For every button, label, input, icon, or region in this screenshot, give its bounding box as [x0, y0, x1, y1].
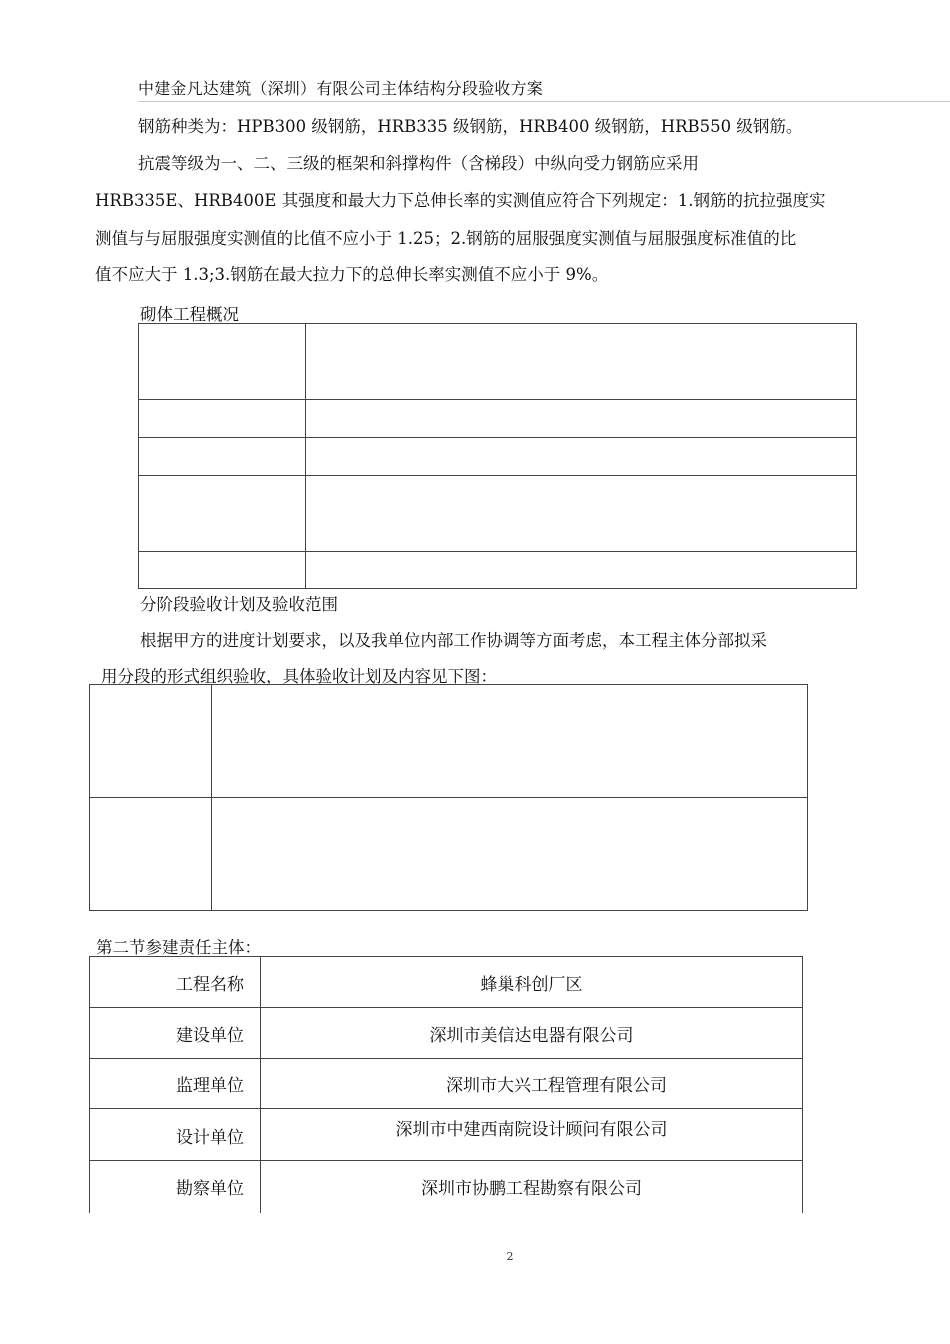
seismic-paragraph-line-1: 抗震等级为一、二、三级的框架和斜撑构件（含梯段）中纵向受力钢筋应采用	[138, 154, 699, 173]
table-row	[90, 957, 803, 1008]
table-row	[90, 1008, 803, 1059]
table-row	[90, 1161, 803, 1213]
masonry-overview-table	[138, 323, 857, 589]
table-cell	[212, 685, 808, 798]
table-cell	[306, 552, 857, 589]
table-row	[139, 552, 857, 589]
parties-table	[89, 956, 803, 1213]
table-cell	[139, 476, 306, 552]
party-value: 深圳市美信达电器有限公司	[261, 1008, 803, 1059]
table-cell	[139, 438, 306, 476]
party-value: 深圳市大兴工程管理有限公司	[261, 1059, 803, 1109]
party-value: 深圳市中建西南院设计顾问有限公司	[261, 1109, 803, 1161]
table-cell	[306, 476, 857, 552]
seismic-paragraph-line-3: 测值与与屈服强度实测值的比值不应小于 1.25；2.钢筋的屈服强度实测值与屈服强度标准值的比	[95, 229, 797, 248]
table-cell	[139, 552, 306, 589]
party-label: 设计单位	[90, 1109, 261, 1161]
table-row	[139, 324, 857, 400]
stage-plan-line-2: 用分段的形式组织验收，具体验收计划及内容见下图：	[101, 667, 497, 686]
table-row	[139, 400, 857, 438]
page-number: 2	[506, 1250, 514, 1263]
table-row	[139, 476, 857, 552]
table-cell	[139, 400, 306, 438]
table-cell	[306, 324, 857, 400]
masonry-section-title: 砌体工程概况	[140, 305, 239, 324]
page-header-title: 中建金凡达建筑（深圳）有限公司主体结构分段验收方案	[138, 79, 544, 98]
table-cell	[139, 324, 306, 400]
header-divider	[138, 101, 950, 102]
rebar-types-paragraph: 钢筋种类为：HPB300 级钢筋，HRB335 级钢筋，HRB400 级钢筋，HRB550 级钢筋。	[138, 117, 803, 136]
table-row	[90, 685, 808, 798]
stage-plan-table	[89, 684, 808, 911]
table-row	[139, 438, 857, 476]
seismic-paragraph-line-2: HRB335E、HRB400E 其强度和最大力下总伸长率的实测值应符合下列规定：1.钢筋的抗拉强度实	[95, 191, 826, 210]
table-row	[90, 1059, 803, 1109]
stage-plan-line-1: 根据甲方的进度计划要求，以及我单位内部工作协调等方面考虑，本工程主体分部拟采	[140, 631, 767, 650]
party-value: 蜂巢科创厂区	[261, 957, 803, 1008]
table-row	[90, 1109, 803, 1161]
table-cell	[90, 685, 212, 798]
seismic-paragraph-line-4: 值不应大于 1.3;3.钢筋在最大拉力下的总伸长率实测值不应小于 9%。	[95, 265, 609, 284]
party-label: 工程名称	[90, 957, 261, 1008]
party-value: 深圳市协鹏工程勘察有限公司	[261, 1161, 803, 1213]
table-cell	[306, 400, 857, 438]
table-cell	[306, 438, 857, 476]
party-label: 勘察单位	[90, 1161, 261, 1213]
section-2-title: 第二节参建责任主体：	[96, 938, 261, 957]
table-cell	[90, 798, 212, 911]
table-cell	[212, 798, 808, 911]
party-label: 监理单位	[90, 1059, 261, 1109]
party-label: 建设单位	[90, 1008, 261, 1059]
stage-plan-title: 分阶段验收计划及验收范围	[140, 595, 338, 614]
table-row	[90, 798, 808, 911]
